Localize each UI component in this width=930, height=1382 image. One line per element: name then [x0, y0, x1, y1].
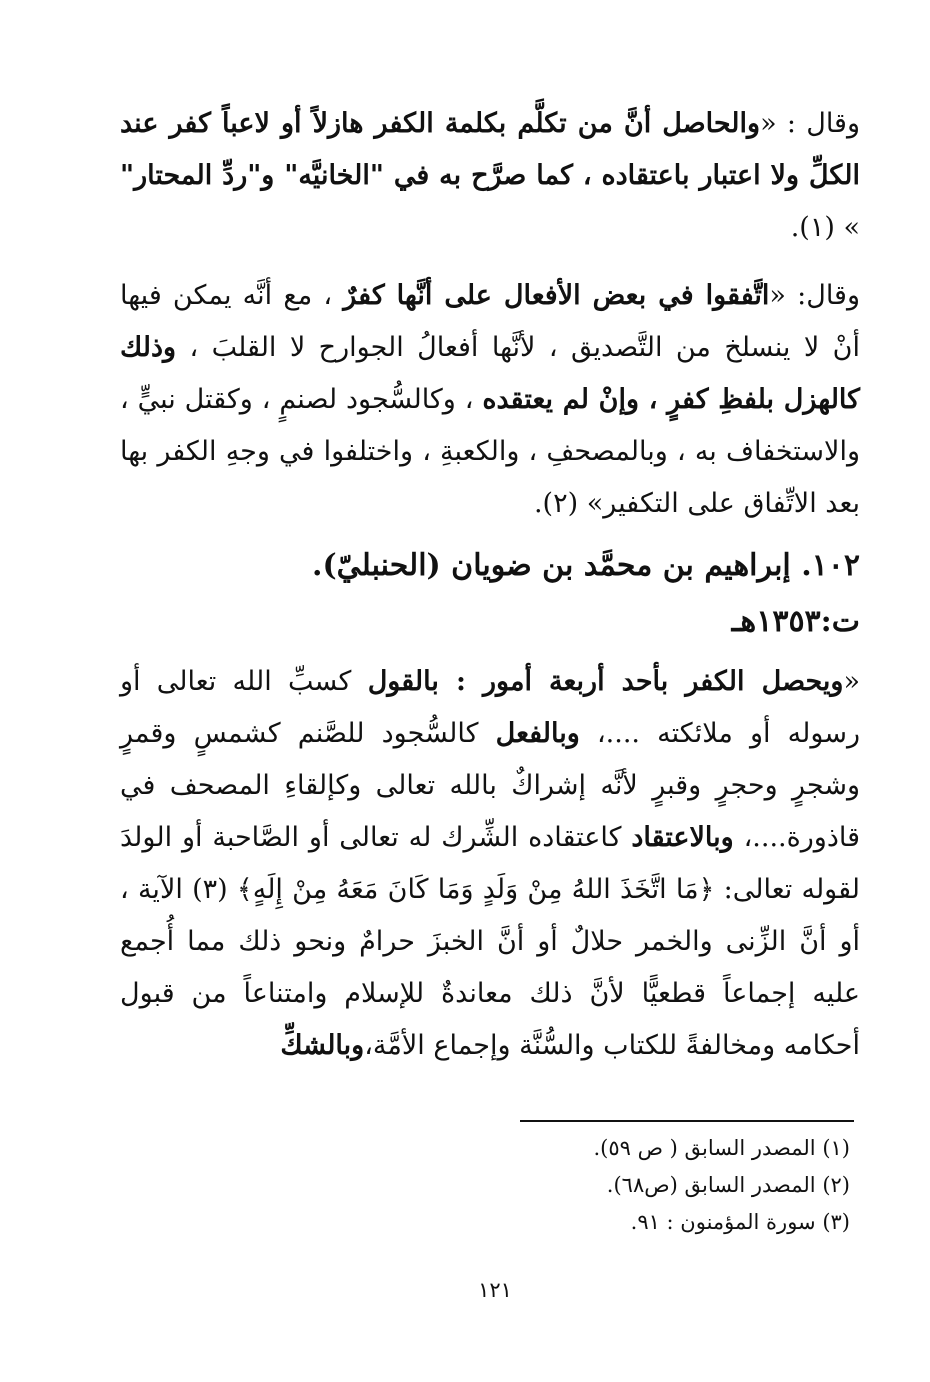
para3-open: « — [843, 666, 860, 697]
paragraph-1 — [120, 98, 860, 254]
footnote-3: (٣) سورة المؤمنون : ٩١. — [630, 1210, 850, 1234]
para1-tail: » (١). — [790, 212, 860, 243]
para3-bold-2: وبالفعل — [495, 718, 580, 749]
para2-tail: ، وكالسُّجود لصنمٍ ، وكقتل نبيٍّ ، والاستخفاف به ، وبالمصحفِ ، والكعبةِ ، واختلفوا في وجهِ الكفر بها بعد الاتِّفاق على التكفير» (٢). — [120, 384, 860, 519]
para3-bold-4: وبالشكِّ — [280, 1030, 365, 1061]
para2-bold-2: وذلك كالهزل بلفظِ كفرٍ ، وإنْ لم يعتقده — [120, 332, 860, 415]
heading-date: ت:١٣٥٣هـ — [731, 604, 860, 639]
para3-text-1: كسبِّ الله تعالى أو رسوله أو ملائكته ....، — [120, 666, 860, 749]
para3-text-3: كاعتقاده الشِّرك له تعالى أو الصَّاحبة أو الولدَ لقوله تعالى: ﴿مَا اتَّخَذَ اللهُ مِنْ وَلَدٍ وَمَا كَانَ مَعَهُ مِنْ إِلَهٍ﴾ (٣) الآية ، أو أنَّ الزِّنى والخمر حلالٌ أو أنَّ الخبزَ حرامٌ ونحو ذلك مما أُجمع عليه إجماعاً قطعيًّا لأنَّ ذلك معاندةٌ للإسلام وامتناعاً من قبول أحكامه ومخالفةً للكتاب والسُّنَّة وإجماع الأمَّة، — [120, 822, 861, 1061]
para2-intro: وقال: « — [769, 280, 860, 311]
paragraph-2 — [120, 270, 860, 530]
para3-bold-1: ويحصل الكفر بأحد أربعة أمور : بالقول — [367, 666, 844, 697]
heading-title: ١٠٢. إبراهيم بن محمَّد بن ضويان (الحنبليّ). — [312, 548, 860, 583]
para1-intro: وقال : « — [760, 108, 861, 139]
footnotes — [440, 1130, 850, 1241]
para2-bold-1: اتَّفقوا في بعض الأفعال على أنَّها كفرٌ — [343, 280, 770, 311]
footnote-1: (١) المصدر السابق ( ص ٥٩). — [593, 1136, 850, 1160]
para1-quote-bold: والحاصل أنَّ من تكلَّم بكلمة الكفر هازلاً أو لاعباً كفر عند الكلِّ ولا اعتبار باعتقاده ، كما صرَّح به في "الخانيَّه" و"ردِّ المحتار" — [120, 108, 860, 191]
footnote-2: (٢) المصدر السابق (ص٦٨). — [606, 1173, 850, 1197]
footnote-divider — [520, 1120, 854, 1122]
paragraph-3 — [120, 656, 860, 1072]
para2-mid: ، مع أنَّه يمكن فيها أنْ لا ينسلخ من التَّصديق ، لأنَّها أفعالُ الجوارح لا القلبَ ، — [120, 280, 860, 363]
section-heading — [120, 538, 860, 650]
page-number: ١٢١ — [478, 1278, 512, 1302]
para3-text-2: كالسُّجود للصَّنم كشمسٍ وقمرٍ وشجرٍ وحجرٍ وقبرٍ لأنَّه إشراكٌ بالله تعالى وكإلقاءِ المصحف في قاذورة....، — [120, 718, 860, 853]
para3-bold-3: وبالاعتقاد — [631, 822, 734, 853]
